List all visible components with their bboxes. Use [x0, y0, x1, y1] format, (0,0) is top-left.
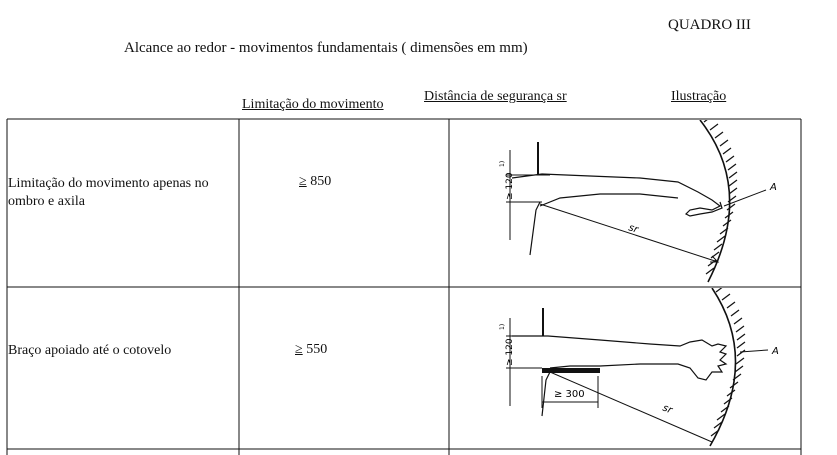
table-row-1-distance — [299, 174, 331, 190]
distance-value: 850 — [310, 174, 332, 189]
vertical-dimension-label: ≥ 120 — [505, 338, 515, 366]
horizontal-dimension-label: ≥ 300 — [554, 389, 585, 400]
geq-symbol: ≥ — [299, 174, 307, 189]
table-row-2-limitation: Braço apoiado até o cotovelo — [8, 343, 172, 358]
sr-label: sr — [627, 222, 640, 236]
illustration-elbow-supported — [450, 288, 801, 448]
body-outline — [542, 372, 550, 416]
vertical-dimension-label: ≥ 120 — [505, 172, 515, 200]
column-header-illustration: Ilustração — [671, 89, 727, 104]
geq-symbol: ≥ — [295, 342, 303, 357]
reference-point-label: A — [770, 182, 777, 193]
column-header-distance: Distância de segurança sr — [424, 89, 567, 104]
arm-outline — [512, 174, 722, 216]
page-title: Alcance ao redor - movimentos fundamentais ( dimensões em mm) — [124, 40, 528, 56]
column-header-limitation: Limitação do movimento — [242, 97, 384, 112]
vertical-dimension-note: 1) — [499, 323, 506, 330]
table-row-1-limitation: Limitação do movimento apenas no ombro e axila — [8, 176, 209, 209]
vertical-dimension-note: 1) — [499, 160, 506, 167]
sr-label: sr — [660, 402, 674, 417]
wall-line — [710, 288, 736, 446]
distance-value: 550 — [306, 342, 328, 357]
arm-outline — [512, 336, 726, 380]
table-code: QUADRO III — [668, 17, 751, 33]
sr-dimension-line — [550, 372, 712, 442]
reference-point-label: A — [772, 346, 779, 357]
wall-hatching — [711, 288, 745, 436]
body-outline — [530, 202, 540, 255]
illustration-shoulder-reach — [450, 120, 801, 286]
table-row-2-distance — [295, 342, 327, 358]
